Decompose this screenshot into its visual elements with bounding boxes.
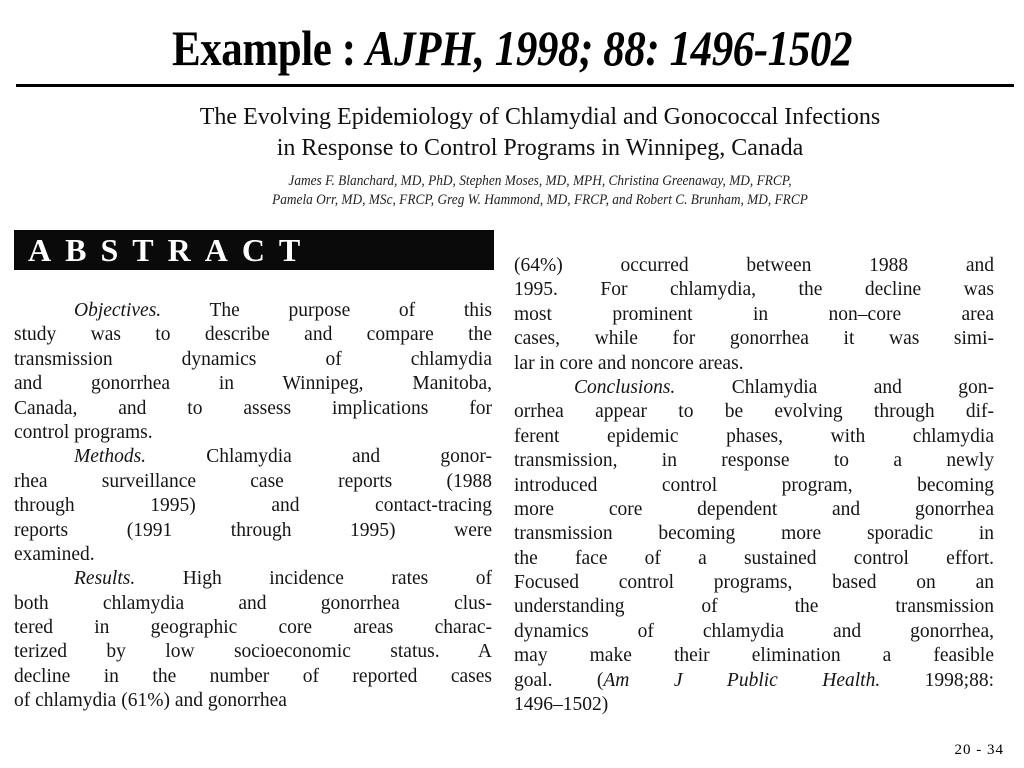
line-text: both chlamydia and gonorrhea clus- xyxy=(14,592,492,614)
abstract-line xyxy=(514,352,994,376)
line-text: of chlamydia (61%) and gonorrhea xyxy=(14,690,287,712)
line-text: study was to describe and compare the xyxy=(14,324,492,346)
section-label: Results. xyxy=(74,568,136,590)
line-text: terized by low socioeconomic status. A xyxy=(14,641,492,663)
abstract-line xyxy=(514,278,994,302)
abstract-line xyxy=(14,616,492,640)
line-text: examined. xyxy=(14,543,95,565)
abstract-line xyxy=(514,620,994,644)
abstract-line xyxy=(14,348,492,372)
journal-citation: Am J Public Health. xyxy=(603,669,881,691)
abstract-line xyxy=(514,303,994,327)
abstract-line xyxy=(14,299,492,323)
article-title-line-2: in Response to Control Programs in Winnipeg, Canada xyxy=(276,135,804,161)
authors-line-1: James F. Blanchard, MD, PhD, Stephen Moses, MD, MPH, Christina Greenaway, MD, FRCP, xyxy=(288,173,792,189)
line-text: control programs. xyxy=(14,421,153,443)
abstract-line xyxy=(14,543,492,567)
abstract-line xyxy=(14,567,492,591)
line-text: goal. ( xyxy=(514,669,604,691)
line-text: Focused control programs, based on an xyxy=(514,572,994,594)
slide-title-citation: AJPH, 1998; 88: 1496-1502 xyxy=(365,20,853,76)
abstract-line xyxy=(14,494,492,518)
abstract-line xyxy=(14,665,492,689)
abstract-line xyxy=(14,397,492,421)
line-text: most prominent in non–core area xyxy=(514,303,994,325)
slide-title xyxy=(72,16,953,80)
line-text: cases, while for gonorrhea it was simi- xyxy=(514,328,994,350)
line-text: introduced control program, becoming xyxy=(514,474,994,496)
abstract-line xyxy=(514,693,994,717)
line-text: dynamics of chlamydia and gonorrhea, xyxy=(514,620,994,642)
abstract-line xyxy=(514,522,994,546)
section-label: Conclusions. xyxy=(574,376,676,398)
abstract-line xyxy=(514,425,994,449)
line-text: ferent epidemic phases, with chlamydia xyxy=(514,425,994,447)
line-text: tered in geographic core areas charac- xyxy=(14,617,492,639)
line-text: The purpose of this xyxy=(161,300,492,321)
abstract-line xyxy=(514,474,994,498)
abstract-line xyxy=(514,254,994,278)
line-text: through 1995) and contact-tracing xyxy=(14,495,492,517)
abstract-line xyxy=(14,421,492,445)
line-text: (64%) occurred between 1988 and xyxy=(514,255,994,276)
line-text: reports (1991 through 1995) were xyxy=(14,519,492,541)
abstract-line xyxy=(14,519,492,543)
abstract-line xyxy=(514,449,994,473)
abstract-line xyxy=(514,595,994,619)
line-text: orrhea appear to be evolving through dif- xyxy=(514,401,994,423)
abstract-left-column xyxy=(14,299,492,714)
line-text: Chlamydia and gonor- xyxy=(146,446,492,468)
line-text-after: 1998;88: xyxy=(880,669,994,691)
abstract-line xyxy=(14,592,492,616)
line-text: may make their elimination a feasible xyxy=(514,645,994,667)
article-title-line-1: The Evolving Epidemiology of Chlamydial and Gonococcal Infections xyxy=(199,104,881,130)
abstract-line xyxy=(14,323,492,347)
line-text: 1995. For chlamydia, the decline was xyxy=(514,279,994,301)
abstract-heading: ABSTRACT xyxy=(14,230,494,270)
line-text: more core dependent and gonorrhea xyxy=(514,498,994,520)
abstract-line xyxy=(14,445,492,469)
line-text: Canada, and to assess implications for xyxy=(14,397,492,419)
abstract-line xyxy=(14,689,492,713)
line-text: lar in core and noncore areas. xyxy=(514,352,744,374)
abstract-line xyxy=(14,372,492,396)
abstract-line xyxy=(14,470,492,494)
line-text: rhea surveillance case reports (1988 xyxy=(14,470,492,492)
abstract-line xyxy=(514,571,994,595)
abstract-line xyxy=(514,327,994,351)
line-text: Chlamydia and gon- xyxy=(675,376,994,398)
section-label: Methods. xyxy=(74,446,147,468)
line-text: High incidence rates of xyxy=(135,568,492,590)
section-label: Objectives. xyxy=(74,300,162,321)
line-text: the face of a sustained control effort. xyxy=(514,547,994,569)
abstract-line xyxy=(514,669,994,693)
abstract-right-column xyxy=(514,254,994,717)
line-text: and gonorrhea in Winnipeg, Manitoba, xyxy=(14,373,492,395)
abstract-line xyxy=(514,400,994,424)
line-text: transmission, in response to a newly xyxy=(514,450,994,472)
abstract-line xyxy=(514,376,994,400)
authors-line-2: Pamela Orr, MD, MSc, FRCP, Greg W. Hammond, MD, FRCP, and Robert C. Brunham, MD, FRCP xyxy=(272,192,808,208)
line-text: transmission dynamics of chlamydia xyxy=(14,348,492,370)
line-text: 1496–1502) xyxy=(514,694,609,716)
line-text: decline in the number of reported cases xyxy=(14,665,492,687)
abstract-line xyxy=(14,640,492,664)
page-number: 20 - 34 xyxy=(954,742,1004,758)
abstract-line xyxy=(514,644,994,668)
line-text: understanding of the transmission xyxy=(514,596,994,618)
abstract-line xyxy=(514,498,994,522)
line-text: transmission becoming more sporadic in xyxy=(514,523,994,545)
slide-title-prefix: Example : xyxy=(171,20,366,76)
title-divider xyxy=(16,84,1014,87)
abstract-line xyxy=(514,547,994,571)
